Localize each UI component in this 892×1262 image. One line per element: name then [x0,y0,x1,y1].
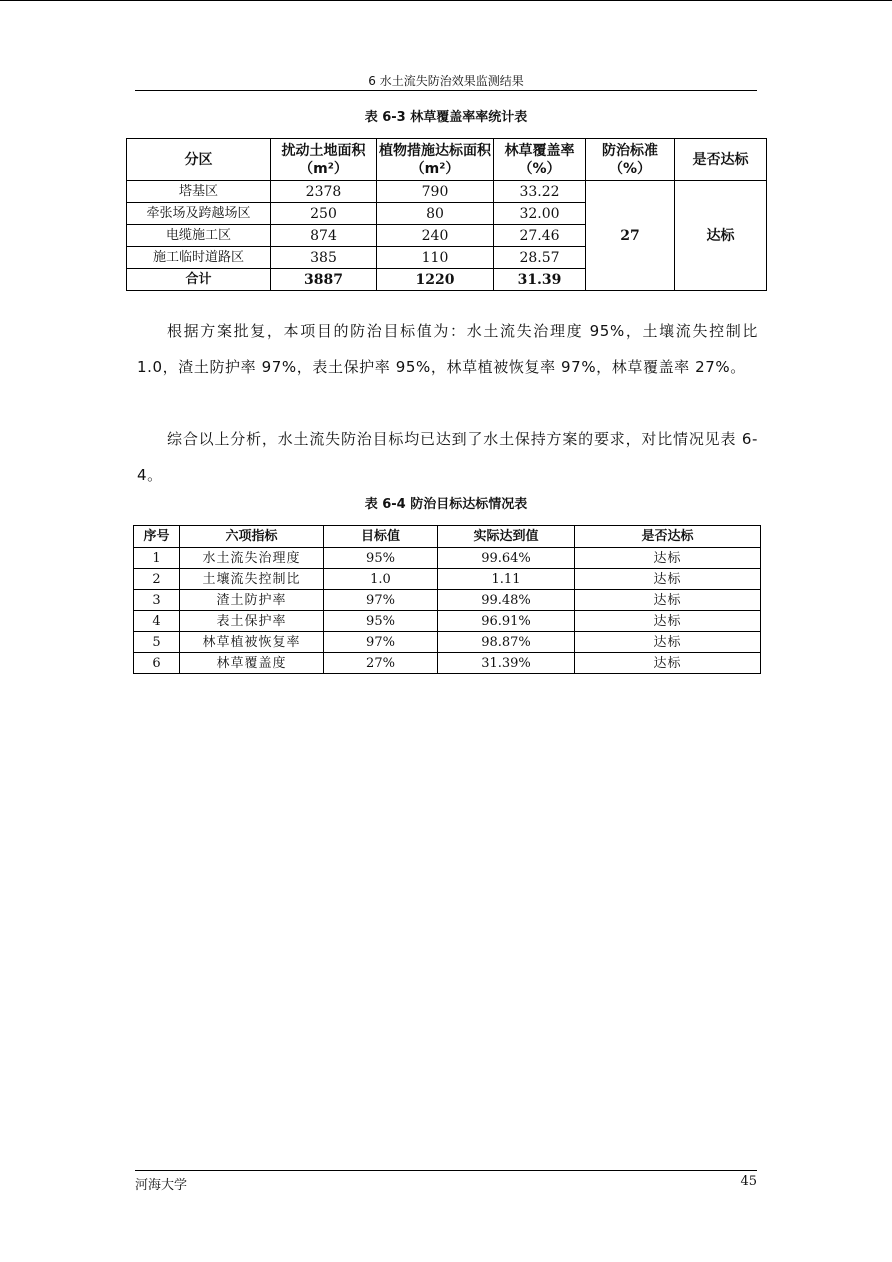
footer-institution: 河海大学 [135,1178,188,1193]
header-disturbed-area: 扰动土地面积（m²） [271,139,377,181]
index-cell: 6 [134,653,180,674]
actual-cell: 98.87% [438,632,575,653]
table-6-4-caption: 表 6-4 防治目标达标情况表 [364,497,528,512]
header-zone: 分区 [127,139,271,181]
header-rule [135,90,757,91]
target-cell: 97% [324,590,438,611]
coverage-rate-cell: 28.57 [494,247,586,269]
disturbed-area-cell: 874 [271,225,377,247]
index-cell: 4 [134,611,180,632]
disturbed-area-cell: 385 [271,247,377,269]
compliance-cell: 达标 [575,611,761,632]
indicator-cell: 表土保护率 [180,611,324,632]
disturbed-area-cell: 2378 [271,181,377,203]
compliance-cell: 达标 [575,548,761,569]
table-row [134,569,761,590]
zone-cell: 施工临时道路区 [127,247,271,269]
actual-cell: 99.64% [438,548,575,569]
header-compliance: 是否达标 [575,526,761,548]
coverage-rate-cell: 32.00 [494,203,586,225]
total-vegetation-area-cell: 1220 [377,269,494,291]
top-border [0,0,892,1]
compliance-cell: 达标 [575,590,761,611]
actual-cell: 31.39% [438,653,575,674]
vegetation-area-cell: 240 [377,225,494,247]
indicator-cell: 林草覆盖度 [180,653,324,674]
target-cell: 1.0 [324,569,438,590]
table-6-3-header-row [127,139,767,181]
page-number: 45 [740,1174,757,1189]
compliance-cell: 达标 [575,632,761,653]
indicator-cell: 土壤流失控制比 [180,569,324,590]
table-6-3 [126,138,767,291]
coverage-rate-cell: 27.46 [494,225,586,247]
vegetation-area-cell: 110 [377,247,494,269]
header-index: 序号 [134,526,180,548]
header-target: 目标值 [324,526,438,548]
target-cell: 95% [324,611,438,632]
running-header: 6 水土流失防治效果监测结果 [368,74,524,88]
vegetation-area-cell: 80 [377,203,494,225]
table-row [134,632,761,653]
actual-cell: 96.91% [438,611,575,632]
zone-cell: 电缆施工区 [127,225,271,247]
table-row [127,181,767,203]
vegetation-area-cell: 790 [377,181,494,203]
table-6-4-header-row [134,526,761,548]
header-actual: 实际达到值 [438,526,575,548]
disturbed-area-cell: 250 [271,203,377,225]
target-cell: 97% [324,632,438,653]
total-coverage-rate-cell: 31.39 [494,269,586,291]
paragraph-summary: 综合以上分析，水土流失防治目标均已达到了水土保持方案的要求，对比情况见表 6-4。 [137,430,758,484]
indicator-cell: 渣土防护率 [180,590,324,611]
header-indicator: 六项指标 [180,526,324,548]
compliance-cell: 达标 [575,569,761,590]
table-row [134,611,761,632]
paragraph-targets: 根据方案批复，本项目的防治目标值为：水土流失治理度 95%，土壤流失控制比 1.0，渣土防护率 97%，表土保护率 95%，林草植被恢复率 97%，林草覆盖率 27%。 [137,322,758,376]
standard-cell: 27 [586,181,675,291]
index-cell: 2 [134,569,180,590]
header-compliance: 是否达标 [675,139,767,181]
footer-rule [135,1170,757,1171]
index-cell: 3 [134,590,180,611]
target-cell: 27% [324,653,438,674]
table-6-3-caption: 表 6-3 林草覆盖率率统计表 [364,110,528,125]
table-6-4 [133,525,761,674]
table-row [134,548,761,569]
compliance-cell: 达标 [575,653,761,674]
index-cell: 5 [134,632,180,653]
coverage-rate-cell: 33.22 [494,181,586,203]
table-row [134,653,761,674]
header-standard: 防治标准（%） [586,139,675,181]
index-cell: 1 [134,548,180,569]
indicator-cell: 林草植被恢复率 [180,632,324,653]
compliance-cell: 达标 [675,181,767,291]
header-vegetation-area: 植物措施达标面积（m²） [377,139,494,181]
table-row [134,590,761,611]
zone-cell: 塔基区 [127,181,271,203]
total-disturbed-area-cell: 3887 [271,269,377,291]
total-label-cell: 合计 [127,269,271,291]
zone-cell: 牵张场及跨越场区 [127,203,271,225]
target-cell: 95% [324,548,438,569]
indicator-cell: 水土流失治理度 [180,548,324,569]
header-coverage-rate: 林草覆盖率（%） [494,139,586,181]
actual-cell: 1.11 [438,569,575,590]
actual-cell: 99.48% [438,590,575,611]
